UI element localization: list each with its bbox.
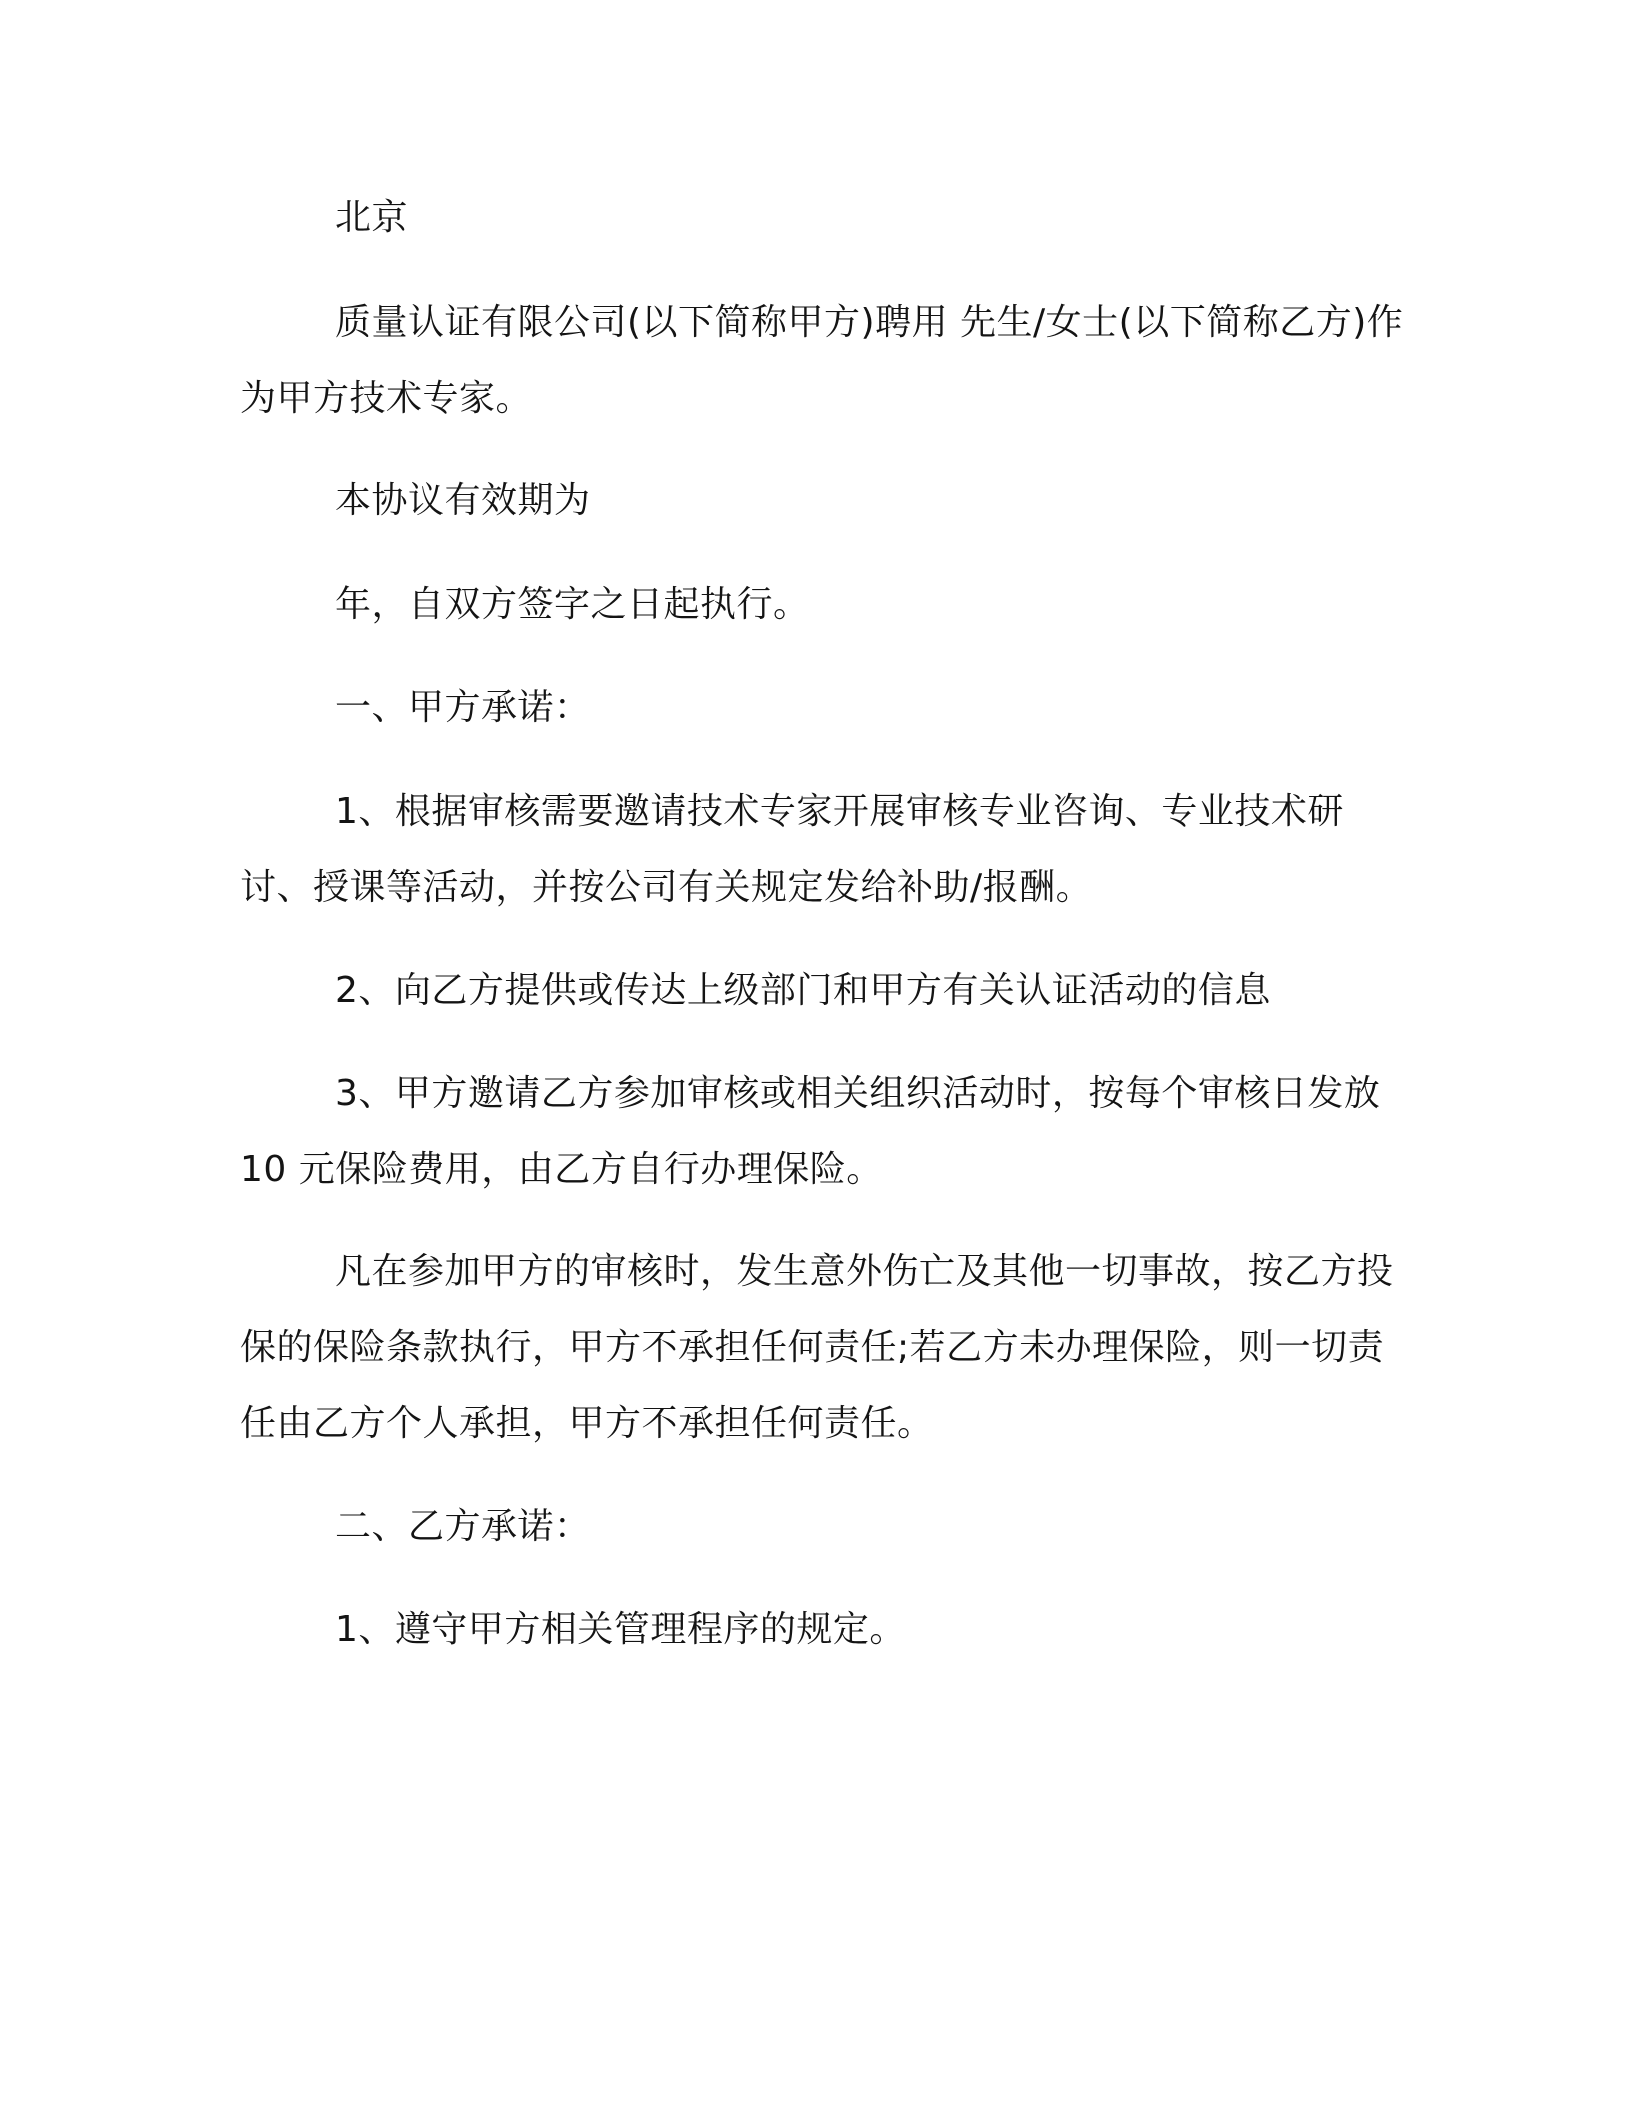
party-a-clause-1: 1、根据审核需要邀请技术专家开展审核专业咨询、专业技术研讨、授课等活动，并按公司有关规定发给补助/报酬。 — [240, 791, 1344, 908]
section-party-b-heading: 二、乙方承诺： — [335, 1506, 591, 1547]
section-party-a-heading: 一、甲方承诺： — [335, 687, 591, 728]
liability-paragraph: 凡在参加甲方的审核时，发生意外伤亡及其他一切事故，按乙方投保的保险条款执行，甲方不承担任何责任;若乙方未办理保险，则一切责任由乙方个人承担，甲方不承担任何责任。 — [240, 1251, 1394, 1444]
city-heading: 北京 — [335, 197, 409, 238]
party-b-clause-1: 1、遵守甲方相关管理程序的规定。 — [335, 1609, 906, 1650]
intro-paragraph: 质量认证有限公司(以下简称甲方)聘用 先生/女士(以下简称乙方)作为甲方技术专家。 — [240, 302, 1404, 419]
validity-start-paragraph: 年，自双方签字之日起执行。 — [335, 584, 810, 625]
party-a-clause-2: 2、向乙方提供或传达上级部门和甲方有关认证活动的信息 — [335, 970, 1271, 1011]
party-a-clause-3: 3、甲方邀请乙方参加审核或相关组织活动时，按每个审核日发放 10 元保险费用，由乙方自行办理保险。 — [240, 1073, 1381, 1190]
validity-paragraph: 本协议有效期为 — [335, 480, 591, 521]
